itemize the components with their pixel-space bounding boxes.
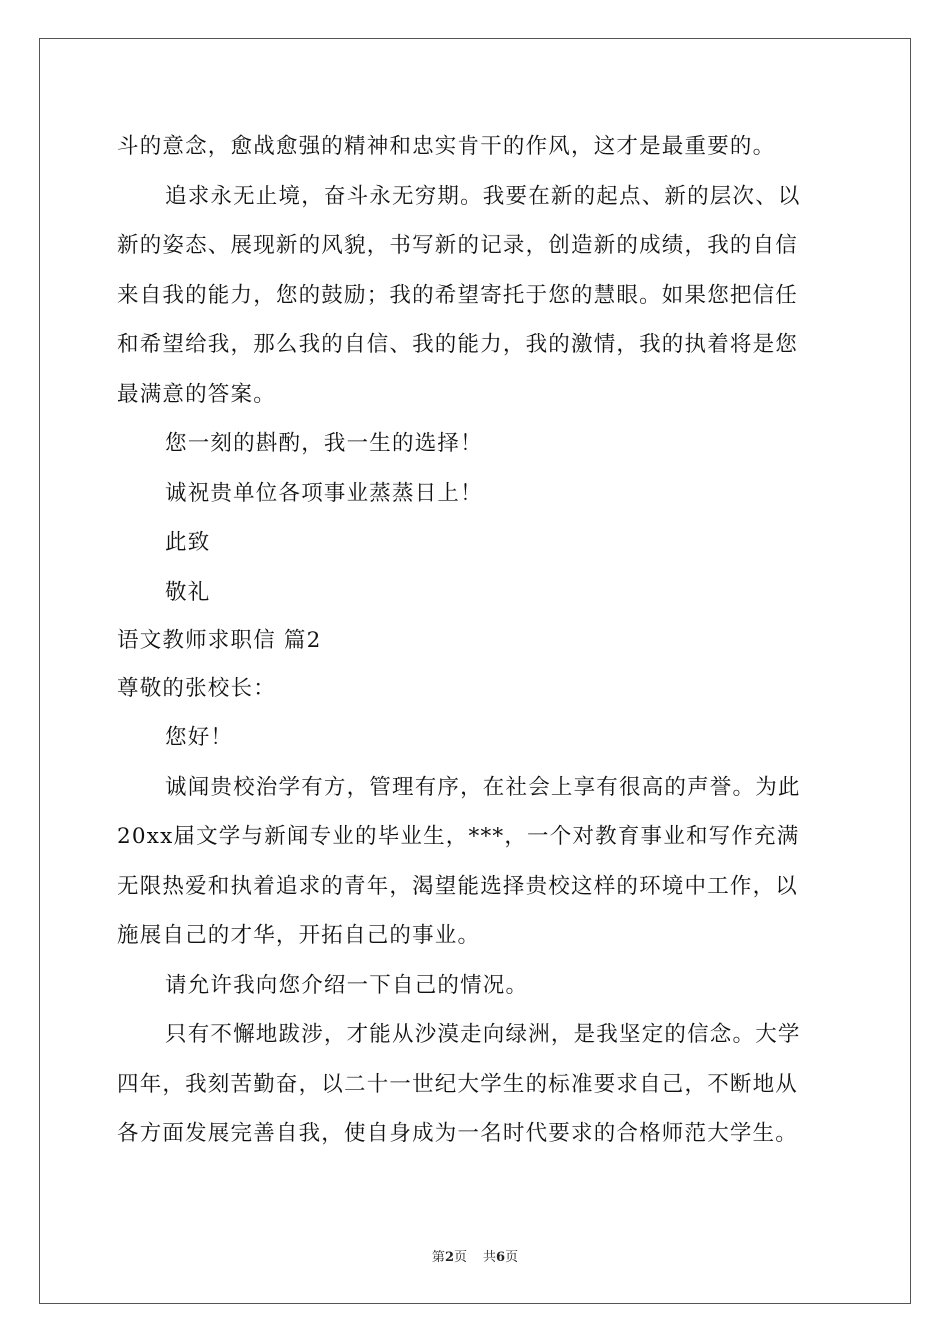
text-line: 来自我的能力，您的鼓励；我的希望寄托于您的慧眼。如果您把信任 [117, 282, 799, 308]
section-heading: 语文教师求职信 篇2 [117, 628, 322, 653]
text-line: 施展自己的才华，开拓自己的事业。 [117, 923, 481, 948]
salutation: 尊敬的张校长： [117, 676, 276, 701]
closing-line: 此致 [165, 530, 211, 555]
text-line: 新的姿态、展现新的风貌，书写新的记录，创造新的成绩，我的自信 [117, 233, 799, 258]
text-line: 斗的意念，愈战愈强的精神和忠实肯干的作风，这才是最重要的。 [117, 134, 776, 159]
text-line: 追求永无止境，奋斗永无穷期。我要在新的起点、新的层次、以 [165, 183, 801, 209]
page-prefix: 第 [431, 1250, 445, 1265]
text-line: 和希望给我，那么我的自信、我的能力，我的激情，我的执着将是您 [117, 332, 799, 357]
page-footer [0, 1246, 950, 1265]
text-line: 诚闻贵校治学有方，管理有序，在社会上享有很高的声誉。为此 [165, 774, 801, 800]
text-line: 最满意的答案。 [117, 381, 276, 407]
greeting: 您好！ [165, 725, 234, 750]
text-line: 诚祝贵单位各项事业蒸蒸日上！ [165, 480, 483, 506]
total-prefix: 共 [483, 1250, 497, 1265]
text-line: 您一刻的斟酌，我一生的选择！ [165, 431, 483, 456]
text-line: 请允许我向您介绍一下自己的情况。 [165, 972, 529, 998]
document-body [117, 122, 833, 1159]
text-line: 只有不懈地跋涉，才能从沙漠走向绿洲，是我坚定的信念。大学 [165, 1022, 801, 1047]
page-number: 2 [444, 1250, 454, 1265]
page-suffix: 页 [453, 1250, 467, 1265]
total-suffix: 页 [505, 1250, 519, 1265]
text-line: 20xx届文学与新闻专业的毕业生，***，一个对教育事业和写作充满 [117, 824, 800, 849]
text-line: 无限热爱和执着追求的青年，渴望能选择贵校这样的环境中工作，以 [117, 873, 799, 899]
text-line: 各方面发展完善自我，使自身成为一名时代要求的合格师范大学生。 [117, 1121, 799, 1146]
total-pages: 6 [496, 1250, 506, 1265]
closing-line: 敬礼 [165, 579, 211, 605]
text-line: 四年，我刻苦勤奋，以二十一世纪大学生的标准要求自己，不断地从 [117, 1071, 799, 1097]
